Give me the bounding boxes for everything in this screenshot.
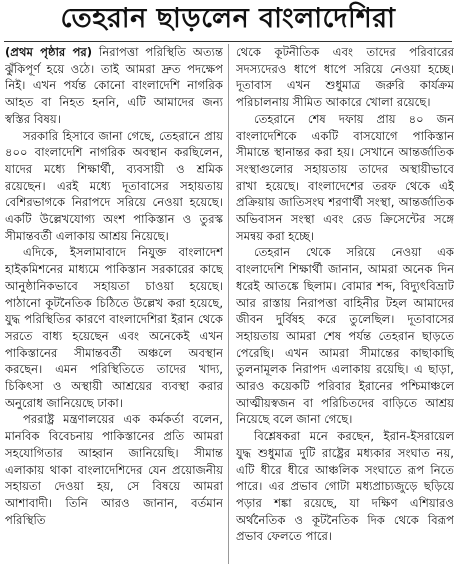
paragraph: বিশ্লেষকরা মনে করছেন, ইরান-ইসরায়েল যুদ্ধ শুধুমাত্র দুটি রাষ্ট্রের মধ্যকার সংঘাত নয়, এটি ধীরে ধীরে আঞ্চলিক সংঘাতে রূপ নিতে পারে। এর প্রভাব গোটা মধ্যপ্রাচ্যজুড়ে ছড়িয়ে পড়ার শঙ্কা রয়েছে, যা দক্ষিণ এশিয়ারও অর্থনৈতিক ও কূটনৈতিক দিক থেকে বিরূপ প্রভাব ফেলতে পারে। xyxy=(236,429,454,544)
paragraph: তেহরান থেকে সরিয়ে নেওয়া এক বাংলাদেশি শিক্ষার্থী জানান, আমরা অনেক দিন ধরেই আতঙ্কে ছিলাম। বোমার শব্দ, বিদ্যুৎবিভ্রাট আর রাস্তায় নিরাপত্তা বাহিনীর টহল আমাদের জীবন দুর্বিষহ করে তুলেছিল। দূতাবাসের সহায়তায় আমরা শেষ পর্যন্ত তেহরান ছাড়তে পেরেছি। এখন আমরা সীমান্তের কাছাকাছি তুলনামূলক নিরাপদ এলাকায় রয়েছি। এ ছাড়া, আরও কয়েকটি পরিবার ইরানের পশ্চিমাঞ্চলে আত্মীয়স্বজন বা পরিচিতদের বাড়িতে আশ্রয় নিয়েছে বলে জানা গেছে। xyxy=(236,245,454,427)
paragraph xyxy=(5,44,223,128)
paragraph-text: নিরাপত্তা পরিস্থিতি অত্যন্ত ঝুঁকিপূর্ণ হয়ে ওঠে। তাই আমরা দ্রুত পদক্ষেপ নিই। এখন পর্যন্ত কোনো বাংলাদেশি নাগরিক আহত বা নিহত হননি, এটি আমাদের জন্য স্বস্তির বিষয়। xyxy=(5,45,223,126)
paragraph: তেহরানে শেষ দফায় প্রায় ৪০ জন বাংলাদেশিকে একটি বাসযোগে পাকিস্তান সীমান্তে স্থানান্তর করা হয়। সেখানে আন্তর্জাতিক সংস্থাগুলোর সহায়তায় তাদের অস্থায়ীভাবে রাখা হয়েছে। বাংলাদেশের তরফ থেকে এই প্রক্রিয়ায় জাতিসংঘ শরণার্থী সংস্থা, আন্তর্জাতিক অভিবাসন সংস্থা এবং রেড ক্রিসেন্টের সঙ্গে সমন্বয় করা হচ্ছে। xyxy=(236,111,454,243)
headline: তেহরান ছাড়লেন বাংলাদেশিরা xyxy=(60,2,396,34)
paragraph: এদিকে, ইসলামাবাদে নিযুক্ত বাংলাদেশ হাইকমিশনের মাধ্যমে পাকিস্তান সরকারের কাছে আনুষ্ঠানিকভাবে সহায়তা চাওয়া হয়েছে। পাঠানো কূটনৈতিক চিঠিতে উল্লেখ করা হয়েছে, যুদ্ধ পরিস্থিতির কারণে বাংলাদেশিরা ইরান থেকে সরতে বাধ্য হয়েছেন এবং অনেকেই এখন পাকিস্তানের সীমান্তবর্তী অঞ্চলে অবস্থান করছেন। এমন পরিস্থিতিতে তাদের খাদ্য, চিকিৎসা ও অস্থায়ী আশ্রয়ের ব্যবস্থা করার অনুরোধ জানিয়েছে ঢাকা। xyxy=(5,245,223,410)
left-column xyxy=(5,44,223,569)
paragraph: সরকারি হিসাবে জানা গেছে, তেহরানে প্রায় ৪০০ বাংলাদেশি নাগরিক অবস্থান করছিলেন, যাদের মধ্যে শিক্ষার্থী, ব্যবসায়ী ও শ্রমিক রয়েছেন। এরই মধ্যে দূতাবাসের সহায়তায় বেশিরভাগকে নিরাপদে সরিয়ে নেওয়া হয়েছে। একটি উল্লেখযোগ্য অংশ পাকিস্তান ও তুরস্ক সীমান্তবর্তী এলাকায় আশ্রয় নিয়েছে। xyxy=(5,128,223,243)
continued-marker: (প্রথম পৃষ্ঠার পর) xyxy=(5,45,93,59)
right-column xyxy=(236,44,454,569)
paragraph: থেকে কূটনীতিক এবং তাদের পরিবারের সদস্যদেরও ধাপে ধাপে সরিয়ে নেওয়া হচ্ছে। দূতাবাস এখন শুধুমাত্র জরুরি কার্যক্রম পরিচালনায় সীমিত আকারে খোলা রয়েছে। xyxy=(236,45,454,110)
headline-rule xyxy=(4,41,452,42)
paragraph: পররাষ্ট্র মন্ত্রণালয়ের এক কর্মকর্তা বলেন, মানবিক বিবেচনায় পাকিস্তানের প্রতি আমরা সহযোগিতার আহ্বান জানিয়েছি। সীমান্ত এলাকায় থাকা বাংলাদেশিদের যেন প্রয়োজনীয় সহায়তা দেওয়া হয়, সে বিষয়ে আমরা আশাবাদী। তিনি আরও জানান, বর্তমান পরিস্থিতি xyxy=(5,412,223,527)
column-divider xyxy=(228,44,229,564)
